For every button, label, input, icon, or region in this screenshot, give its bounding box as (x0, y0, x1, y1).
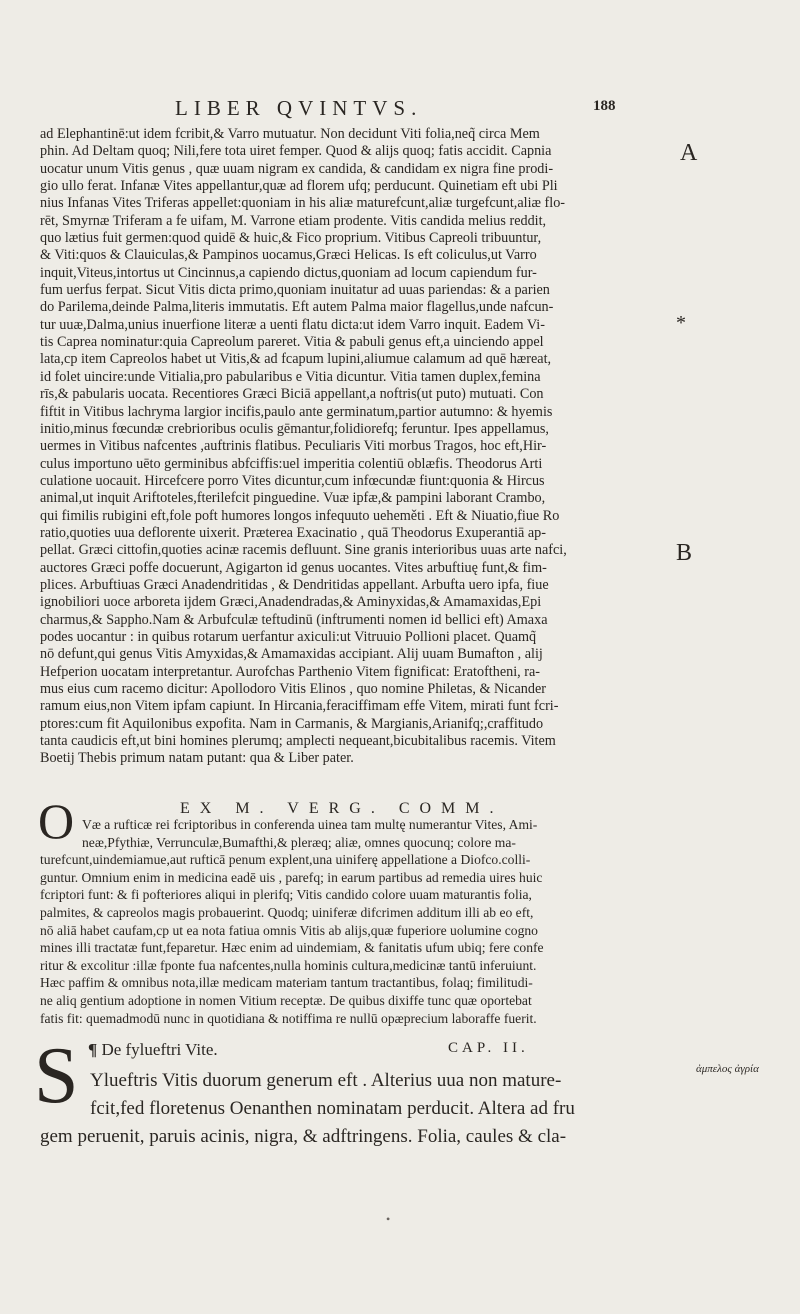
text-line: culus importuno uēto germinibus abfciffis:uel imperitia colentiū oblæfis. Theodorus Arti (40, 455, 543, 472)
text-line: uermes in Vitibus nafcentes ,auftrinis flatibus. Peculiaris Viti morbus Tragos, hoc eft,Hir- (40, 438, 547, 455)
text-line: initio,minus fœcundæ crebrioribus oculis gēmantur,folidiorefq; feruntur. Ipes appellamus, (40, 420, 549, 437)
text-line: podes uocantur : in quibus rotarum uerfantur axiculi:ut Vitruuio Pollioni placet. Quamq̃ (40, 628, 537, 645)
text-line: tanta caudicis eft,ut bini homines plerumq; amplecti nequeant,bicubitalibus racemis. Vitem (40, 733, 556, 750)
text-line: culatione uocauit. Hircefcere porro Vites dicuntur,cum infœcundæ fiunt:quonia & Hircus (40, 472, 545, 489)
commentary-title: EX M. VERG. COMM. (180, 800, 504, 817)
margin-letter-b: B (676, 540, 693, 566)
main-text-block (40, 126, 670, 768)
running-header (175, 96, 675, 121)
text-line: ptores:cum fit Aquilonibus expofita. Nam in Carmanis, & Margianis,Arianifq;,craffitudo (40, 715, 544, 732)
text-line: auctores Græci poffe docuerunt, Agigarton id genus uocantes. Vites arbuftiuę funt,& fim- (40, 559, 547, 576)
text-line: Ylueftris Vitis duorum generum eft . Alterius uua non mature- (90, 1070, 562, 1091)
text-line: do Parilema,deinde Palma,literis immutatis. Eft autem Palma maior flagellus,unde nafcun- (40, 299, 554, 316)
text-line: inquit,Viteus,intortus ut Cincinnus,a capiendo dictus,quoniam ad locum capiendum fur- (40, 264, 537, 281)
text-line: phin. Ad Deltam quoq; Nili,fere tota uiret femper. Quod & alijs quoq; fatis accidit. Capnia (40, 143, 552, 160)
page-number: 188 (593, 98, 616, 114)
text-line: ad Elephantinē:ut idem fcribit,& Varro mutuatur. Non decidunt Viti folia,neq̃ circa Mem (40, 126, 540, 142)
text-line: ignobiliori uoce arboreta ijdem Græci,Anadendradas,& Aminyxidas,& Amamaxidas,Epi (40, 594, 542, 611)
text-line: ritur & excolitur :illæ fponte fua nafcentes,nulla hominis cultura,medicinæ tantū inferuiunt. (40, 957, 537, 973)
text-line: nius Infanas Vites Triferas appellet:quoniam in his aliæ maturefcunt,aliæ turgefcunt,aliæ flo- (40, 195, 566, 212)
running-title: LIBER QVINTVS. (175, 96, 423, 120)
text-line: Hæc paffim & omnibus nota,illæ medicam materiam tantum tractantibus, folaq; fimilitudi- (40, 975, 533, 991)
pilcrow-mark: ¶ (88, 1040, 98, 1059)
text-line: tis Caprea nominatur:quia Capreolum pareret. Vitia & pabuli genus eft,a uinciendo appel (40, 334, 544, 351)
text-line: nō defunt,qui genus Vitis Amyxidas,& Amamaxidas accipiant. Alij uuam Bumafton , alij (40, 646, 543, 663)
drop-initial-o: O (38, 793, 75, 849)
chapter-number: CAP. II. (448, 1040, 529, 1056)
text-line: lata,cp item Capreolos habet ut Vitis,& ad fcapum lupini,aliumue calamum ad quē hæreat, (40, 351, 552, 368)
text-line: fatis fit: quemadmodū nunc in quotidiana & notiffima re nullū opæprecium laboraffe fuerit. (40, 1010, 537, 1026)
drop-initial-s: S (34, 1032, 79, 1120)
text-line: mus eius cum racemo dicitur: Apollodoro Vitis Elinos , quo nomine Philetas, & Nicander (40, 681, 547, 697)
text-line: animal,ut inquit Ariftoteles,fterilefcit pinguedine. Vuæ ipfæ,& pampini laborant Crambo, (40, 490, 546, 507)
text-line: guntur. Omnium enim in medicina eadē uis , parefq; in earum partibus ad remedia uires huic (40, 869, 543, 885)
text-line: plices. Arbuftiuas Græci Anadendritidas , & Dendritidas appellant. Arbufta uero ipfa, fiue (40, 576, 549, 593)
text-line: quo lætius fuit germen:quod quidē & huic,& Fico proprium. Vitibus Capreoli tribuuntur, (40, 230, 542, 247)
text-line: uocatur unum Vitis genus , quæ uuam nigram ex candida, & candidam ex nigra fine prodi- (40, 160, 554, 177)
text-line: tur uuæ,Dalma,unius inuerfione literæ a uenti flatu dicta:ut idem Varro inquit. Eadem Vi- (40, 316, 545, 333)
text-line: mines illi tractatæ funt,feparetur. Hæc enim ad uindemiam, & fanitatis ufum ubiq; fere confe (40, 940, 544, 956)
text-line: qui fimilis rubigini eft,fole poft humores longos infequuto ueheměti . Eft & Niuatio,fiue Ro (40, 507, 560, 524)
text-line: pellat. Græci cittofin,quoties acinæ racemis defluunt. Sine granis interioribus uuas arte nafci, (40, 542, 567, 559)
commentary-text-block (40, 816, 670, 1027)
text-line: gem peruenit, paruis acinis, nigra, & adftringens. Folia, caules & cla- (40, 1126, 567, 1147)
text-line: nō aliā habet caufam,cp ut ea nota fatiua omnis Vitis ab alijs,quæ fuperiore uolumine cogno (40, 922, 538, 938)
text-line: charmus,& Sappho.Nam & Arbufculæ teftudinū (inftrumenti nomen id bellici eft) Amaxa (40, 611, 548, 628)
chapter-heading (88, 1040, 688, 1060)
margin-greek-note: ἀμπελος ἀγρία (696, 1063, 759, 1075)
margin-letter-a: A (680, 140, 698, 166)
text-line: turefcunt,uindemiamue,aut rufticā penum explent,una uiniferę appellatione a Diofco.colli- (40, 852, 531, 868)
text-line: Boetij Thebis primum natam putant: qua & Liber pater. (40, 750, 354, 767)
text-line: gio ullo ferat. Infanæ Vites appellantur,quæ ad florem ufq; perducunt. Quinetiam eft ubi Pli (40, 178, 558, 195)
text-line: rīs,& pabularis uocata. Recentiores Græci Biciā appellant,a noftris(ut puto) mutuati. Con (40, 386, 544, 403)
chapter-text-block (40, 1067, 675, 1151)
margin-star: * (676, 312, 686, 334)
text-line: fiftit in Vitibus lachryma largior incifis,paulo ante germinatum,partior autumno: & hyemis (40, 403, 553, 420)
text-line: rēt, Smyrnæ Triferam a fe uifam, M. Varrone etiam prodente. Vitis candida melius reddit, (40, 212, 547, 229)
text-line: ratio,quoties uua deflorente uixerit. Prætereа Exacinatio , quā Theodorus Exuperantiā ap- (40, 524, 546, 541)
text-line: Væ a rufticæ rei fcriptoribus in conferenda uinea tam multę numerantur Vites, Ami- (82, 817, 538, 832)
chapter-title: De fylueftri Vite. (101, 1040, 218, 1059)
text-line: neæ,Pfythiæ, Verrunculæ,Bumafthi,& pleræq; aliæ, omnes quocunq; colore ma- (82, 834, 516, 850)
text-line: palmites, & capreolos magis probauerint. Quodq; uiniferæ difcrimen additum illi ab eo eft, (40, 904, 534, 920)
text-line: fcriptori funt: & fi pofteriores aliqui in plerifq; Vitis candido colore uuam maturantis folia, (40, 887, 532, 903)
text-line: id folet uincire:unde Vitialia,pro pabularibus e Vitia dicuntur. Vitia tamen duplex,femina (40, 368, 541, 385)
text-line: fum uerfus ferpat. Sicut Vitis dicta primo,quoniam inuitatur ad uuas pariendas: & a parien (40, 282, 550, 299)
ornament-mark: • (386, 1212, 391, 1226)
text-line: fcit,fed floretenus Oenanthen nominatam perducit. Altera ad fru (90, 1098, 575, 1119)
text-line: ne aliq gentium adoptione in nomen Vitium receptæ. De quibus dixiffe tunc quæ oportebat (40, 992, 532, 1008)
text-line: Hefperion uocatam interpretantur. Aurofchas Parthenio Vitem fignificat: Eratoftheni, ra- (40, 663, 540, 680)
text-line: & Viti:quos & Clauiculas,& Pampinos uocamus,Græci Helicas. Is eft coliculus,ut Varro (40, 247, 537, 264)
text-line: ramum eius,non Vitem ipfam capiunt. In Hircania,feraciffimam effe Vitem, mirati funt fcri- (40, 698, 559, 715)
